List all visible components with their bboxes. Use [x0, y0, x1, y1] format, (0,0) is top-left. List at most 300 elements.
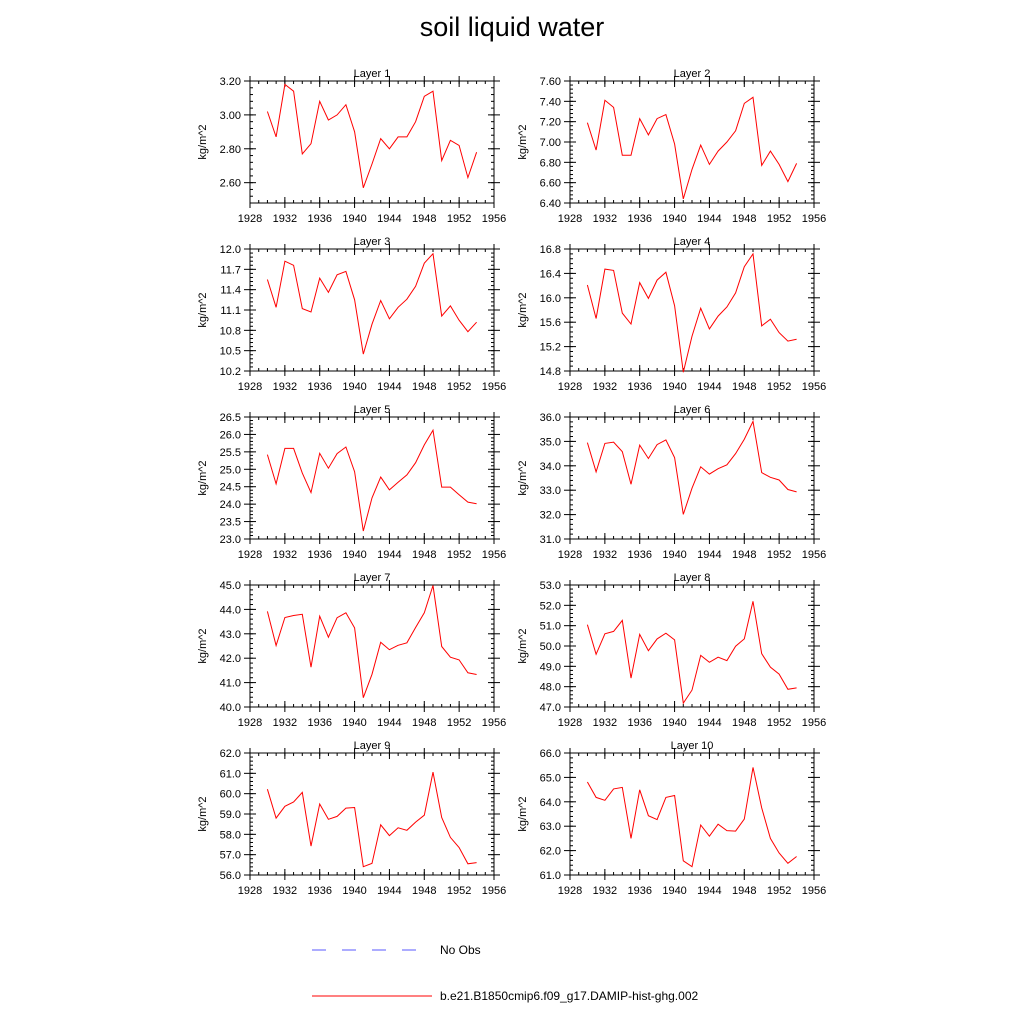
panel-title: Layer 10	[670, 740, 714, 752]
y-tick-label: 23.5	[219, 516, 241, 529]
y-tick-label: 44.0	[219, 604, 241, 617]
data-point	[319, 100, 321, 102]
data-point	[778, 852, 780, 854]
y-tick-label: 62.0	[219, 748, 241, 760]
data-point	[665, 632, 667, 634]
x-tick-label: 1952	[766, 885, 792, 897]
data-point	[397, 644, 399, 646]
y-tick-label: 7.20	[539, 116, 561, 129]
panel-layer-6	[517, 404, 826, 561]
data-point	[388, 648, 390, 650]
data-point	[458, 846, 460, 848]
x-tick-label: 1944	[697, 885, 722, 897]
data-point	[319, 452, 321, 454]
data-point	[761, 653, 763, 655]
x-tick-label: 1944	[697, 381, 722, 393]
data-point	[345, 446, 347, 448]
y-tick-label: 7.00	[539, 137, 561, 149]
x-tick-label: 1940	[662, 381, 687, 393]
data-point	[734, 452, 736, 454]
series-line	[267, 772, 476, 867]
series-line	[267, 586, 476, 698]
data-point	[612, 788, 614, 790]
data-point	[700, 144, 702, 146]
series-line	[267, 84, 476, 187]
y-axis-label: kg/m^2	[197, 124, 209, 160]
data-point	[700, 466, 702, 468]
data-point	[301, 153, 303, 155]
data-point	[362, 353, 364, 355]
x-tick-label: 1932	[592, 381, 618, 393]
data-point	[761, 325, 763, 327]
y-tick-label: 42.0	[219, 653, 241, 666]
data-point	[621, 786, 623, 788]
data-point	[441, 315, 443, 317]
data-point	[327, 291, 329, 293]
data-point	[353, 627, 355, 629]
data-point	[726, 464, 728, 466]
data-point	[371, 862, 373, 864]
x-tick-label: 1944	[377, 381, 402, 393]
data-point	[639, 117, 641, 119]
data-point	[388, 489, 390, 491]
data-point	[630, 483, 632, 485]
data-point	[795, 491, 797, 493]
panel-title: Layer 1	[353, 68, 391, 80]
data-point	[441, 159, 443, 161]
panel-layer-8	[517, 572, 826, 729]
data-point	[743, 818, 745, 820]
data-point	[284, 260, 286, 262]
data-point	[708, 473, 710, 475]
panel-layer-2	[517, 68, 826, 225]
data-point	[353, 131, 355, 133]
data-point	[778, 163, 780, 165]
data-point	[656, 638, 658, 640]
data-point	[795, 338, 797, 340]
x-tick-label: 1948	[732, 213, 757, 225]
data-point	[717, 150, 719, 152]
data-point	[475, 503, 477, 505]
data-point	[406, 298, 408, 300]
data-point	[778, 673, 780, 675]
data-point	[292, 90, 294, 92]
data-point	[345, 612, 347, 614]
data-point	[336, 616, 338, 618]
y-tick-label: 6.60	[539, 177, 561, 190]
y-tick-label: 16.0	[539, 292, 561, 305]
data-point	[682, 702, 684, 704]
data-point	[380, 299, 382, 301]
data-point	[319, 277, 321, 279]
data-point	[621, 450, 623, 452]
y-axis-label: kg/m^2	[197, 628, 209, 664]
data-point	[266, 110, 268, 112]
series-line	[587, 421, 796, 514]
data-point	[423, 95, 425, 97]
x-tick-label: 1932	[272, 381, 298, 393]
x-tick-label: 1956	[481, 717, 507, 729]
data-point	[475, 151, 477, 153]
data-point	[769, 666, 771, 668]
data-point	[673, 639, 675, 641]
x-tick-label: 1928	[237, 717, 263, 729]
data-point	[458, 659, 460, 661]
x-tick-label: 1940	[342, 717, 367, 729]
data-point	[292, 264, 294, 266]
data-point	[769, 150, 771, 152]
x-tick-label: 1948	[412, 885, 437, 897]
data-point	[743, 638, 745, 640]
y-axis-label: kg/m^2	[517, 124, 529, 160]
data-point	[630, 323, 632, 325]
x-tick-label: 1944	[377, 885, 402, 897]
data-point	[726, 829, 728, 831]
panels-group	[197, 68, 826, 897]
y-tick-label: 16.8	[539, 244, 561, 256]
data-point	[752, 600, 754, 602]
y-tick-label: 52.0	[539, 600, 561, 613]
data-point	[362, 697, 364, 699]
data-point	[656, 117, 658, 119]
data-point	[467, 330, 469, 332]
data-point	[691, 689, 693, 691]
x-tick-label: 1944	[377, 213, 402, 225]
y-axis-label: kg/m^2	[197, 796, 209, 832]
data-point	[284, 805, 286, 807]
panel-title: Layer 6	[673, 404, 711, 416]
data-point	[353, 471, 355, 473]
data-point	[639, 444, 641, 446]
data-point	[708, 328, 710, 330]
data-point	[656, 818, 658, 820]
data-point	[752, 253, 754, 255]
x-tick-label: 1952	[446, 213, 472, 225]
data-point	[639, 633, 641, 635]
y-tick-label: 31.0	[539, 534, 561, 546]
y-tick-label: 26.0	[219, 429, 241, 442]
data-point	[769, 837, 771, 839]
data-point	[778, 479, 780, 481]
panel-layer-1	[197, 68, 506, 225]
data-point	[441, 645, 443, 647]
panel-layer-9	[197, 740, 506, 897]
data-point	[380, 824, 382, 826]
x-tick-label: 1932	[272, 549, 298, 561]
data-point	[647, 457, 649, 459]
x-tick-label: 1936	[627, 717, 652, 729]
y-tick-label: 3.20	[219, 76, 241, 88]
panel-layer-4	[517, 236, 826, 393]
plot-frame	[250, 81, 494, 203]
data-point	[630, 837, 632, 839]
y-axis-label: kg/m^2	[517, 292, 529, 328]
data-point	[266, 278, 268, 280]
data-point	[406, 829, 408, 831]
y-tick-label: 14.8	[539, 366, 561, 378]
y-tick-label: 2.60	[219, 177, 241, 190]
x-tick-label: 1956	[481, 213, 507, 225]
data-point	[673, 305, 675, 307]
data-point	[612, 106, 614, 108]
x-tick-label: 1940	[342, 885, 367, 897]
data-point	[647, 815, 649, 817]
y-tick-label: 48.0	[539, 681, 561, 694]
x-tick-label: 1936	[627, 885, 652, 897]
panel-title: Layer 8	[673, 572, 711, 584]
data-point	[726, 141, 728, 143]
x-tick-label: 1948	[412, 213, 437, 225]
data-point	[621, 619, 623, 621]
x-tick-label: 1932	[592, 885, 618, 897]
data-point	[621, 154, 623, 156]
data-point	[717, 656, 719, 658]
data-point	[647, 649, 649, 651]
x-tick-label: 1932	[272, 213, 298, 225]
data-point	[665, 439, 667, 441]
x-tick-label: 1940	[662, 213, 687, 225]
data-point	[639, 281, 641, 283]
y-tick-label: 15.2	[539, 341, 561, 354]
x-tick-label: 1944	[697, 549, 722, 561]
y-tick-label: 40.0	[219, 702, 241, 714]
y-tick-label: 11.7	[220, 264, 241, 277]
y-tick-label: 7.40	[539, 96, 561, 109]
x-tick-label: 1936	[307, 885, 332, 897]
data-point	[475, 321, 477, 323]
data-point	[458, 494, 460, 496]
data-point	[414, 461, 416, 463]
x-tick-label: 1928	[237, 549, 263, 561]
data-point	[284, 447, 286, 449]
data-point	[432, 253, 434, 255]
data-point	[319, 615, 321, 617]
data-point	[691, 168, 693, 170]
data-point	[691, 866, 693, 868]
x-tick-label: 1940	[342, 381, 367, 393]
data-point	[586, 284, 588, 286]
data-point	[284, 83, 286, 85]
x-tick-label: 1944	[697, 213, 722, 225]
data-point	[371, 323, 373, 325]
data-point	[388, 318, 390, 320]
x-tick-label: 1952	[766, 717, 792, 729]
x-tick-label: 1936	[627, 549, 652, 561]
data-point	[682, 513, 684, 515]
x-tick-label: 1932	[272, 885, 298, 897]
legend	[312, 943, 698, 1003]
data-point	[266, 788, 268, 790]
series-line	[587, 254, 796, 372]
x-tick-label: 1928	[237, 213, 263, 225]
data-point	[595, 149, 597, 151]
data-point	[275, 644, 277, 646]
data-point	[708, 835, 710, 837]
y-tick-label: 24.5	[219, 481, 241, 494]
y-tick-label: 3.00	[219, 109, 241, 122]
plot-frame	[570, 249, 814, 371]
x-tick-label: 1936	[307, 213, 332, 225]
y-tick-label: 35.0	[539, 436, 561, 449]
data-point	[310, 142, 312, 144]
x-tick-label: 1948	[412, 549, 437, 561]
data-point	[612, 269, 614, 271]
data-point	[380, 137, 382, 139]
data-point	[612, 630, 614, 632]
data-point	[336, 114, 338, 116]
data-point	[423, 612, 425, 614]
y-axis-label: kg/m^2	[517, 628, 529, 664]
x-tick-label: 1956	[801, 549, 827, 561]
x-tick-label: 1948	[412, 381, 437, 393]
data-point	[371, 673, 373, 675]
data-point	[362, 187, 364, 189]
data-point	[327, 818, 329, 820]
legend-model-label: b.e21.B1850cmip6.f09_g17.DAMIP-hist-ghg.002	[440, 989, 699, 1003]
data-point	[432, 584, 434, 586]
panel-title: Layer 3	[353, 236, 391, 248]
data-point	[310, 311, 312, 313]
x-tick-label: 1952	[446, 549, 472, 561]
data-point	[595, 317, 597, 319]
series-line	[267, 254, 476, 354]
series-line	[587, 97, 796, 199]
data-point	[449, 486, 451, 488]
data-point	[595, 796, 597, 798]
data-point	[682, 198, 684, 200]
plot-frame	[570, 417, 814, 539]
x-tick-label: 1956	[801, 717, 827, 729]
data-point	[388, 834, 390, 836]
data-point	[673, 143, 675, 145]
y-tick-label: 26.5	[219, 412, 241, 424]
chart-title: soil liquid water	[419, 12, 605, 42]
x-tick-label: 1940	[662, 717, 687, 729]
data-point	[458, 319, 460, 321]
panel-title: Layer 7	[353, 572, 391, 584]
data-point	[595, 653, 597, 655]
data-point	[647, 297, 649, 299]
x-tick-label: 1956	[801, 213, 827, 225]
data-point	[406, 642, 408, 644]
x-tick-label: 1944	[697, 717, 722, 729]
y-tick-label: 56.0	[219, 870, 241, 882]
data-point	[336, 815, 338, 817]
data-point	[301, 791, 303, 793]
data-point	[336, 274, 338, 276]
data-point	[380, 641, 382, 643]
data-point	[787, 688, 789, 690]
data-point	[371, 497, 373, 499]
y-axis-label: kg/m^2	[517, 460, 529, 496]
data-point	[795, 855, 797, 857]
data-point	[310, 491, 312, 493]
data-point	[467, 863, 469, 865]
plot-frame	[250, 249, 494, 371]
data-point	[423, 444, 425, 446]
data-point	[301, 307, 303, 309]
data-point	[327, 636, 329, 638]
data-point	[423, 814, 425, 816]
data-point	[353, 806, 355, 808]
x-tick-label: 1948	[732, 717, 757, 729]
data-point	[743, 102, 745, 104]
data-point	[275, 817, 277, 819]
data-point	[362, 530, 364, 532]
data-point	[397, 481, 399, 483]
data-point	[604, 268, 606, 270]
panel-title: Layer 5	[353, 404, 391, 416]
x-tick-label: 1952	[446, 717, 472, 729]
data-point	[292, 614, 294, 616]
data-point	[743, 265, 745, 267]
panel-title: Layer 2	[673, 68, 711, 80]
x-tick-label: 1952	[446, 885, 472, 897]
plot-frame	[250, 585, 494, 707]
x-tick-label: 1936	[307, 717, 332, 729]
data-point	[604, 633, 606, 635]
y-tick-label: 45.0	[219, 580, 241, 592]
data-point	[656, 279, 658, 281]
data-point	[743, 438, 745, 440]
y-tick-label: 65.0	[539, 772, 561, 785]
data-point	[752, 766, 754, 768]
x-tick-label: 1944	[377, 717, 402, 729]
panel-layer-3	[197, 236, 506, 393]
y-tick-label: 57.0	[219, 849, 241, 862]
x-tick-label: 1928	[557, 717, 583, 729]
data-point	[630, 154, 632, 156]
data-point	[397, 306, 399, 308]
y-tick-label: 33.0	[539, 485, 561, 498]
data-point	[362, 865, 364, 867]
y-tick-label: 15.6	[539, 317, 561, 330]
x-tick-label: 1940	[342, 549, 367, 561]
data-point	[414, 821, 416, 823]
x-tick-label: 1928	[557, 381, 583, 393]
data-point	[604, 99, 606, 101]
data-point	[275, 306, 277, 308]
x-tick-label: 1952	[446, 381, 472, 393]
y-tick-label: 43.0	[219, 628, 241, 641]
y-tick-label: 61.0	[219, 768, 241, 781]
series-line	[267, 430, 476, 531]
x-tick-label: 1936	[627, 213, 652, 225]
plot-frame	[570, 81, 814, 203]
data-point	[700, 307, 702, 309]
y-tick-label: 25.5	[219, 446, 241, 459]
y-axis-label: kg/m^2	[197, 292, 209, 328]
y-tick-label: 58.0	[219, 829, 241, 842]
y-tick-label: 6.40	[539, 198, 561, 210]
data-point	[319, 803, 321, 805]
panel-layer-7	[197, 572, 506, 729]
x-tick-label: 1948	[412, 717, 437, 729]
data-point	[432, 429, 434, 431]
y-tick-label: 36.0	[539, 412, 561, 424]
x-tick-label: 1948	[732, 549, 757, 561]
data-point	[414, 120, 416, 122]
data-point	[336, 452, 338, 454]
data-point	[787, 862, 789, 864]
x-tick-label: 1952	[766, 549, 792, 561]
x-tick-label: 1956	[801, 381, 827, 393]
data-point	[284, 616, 286, 618]
data-point	[345, 104, 347, 106]
data-point	[467, 176, 469, 178]
x-tick-label: 1956	[481, 549, 507, 561]
data-point	[612, 441, 614, 443]
